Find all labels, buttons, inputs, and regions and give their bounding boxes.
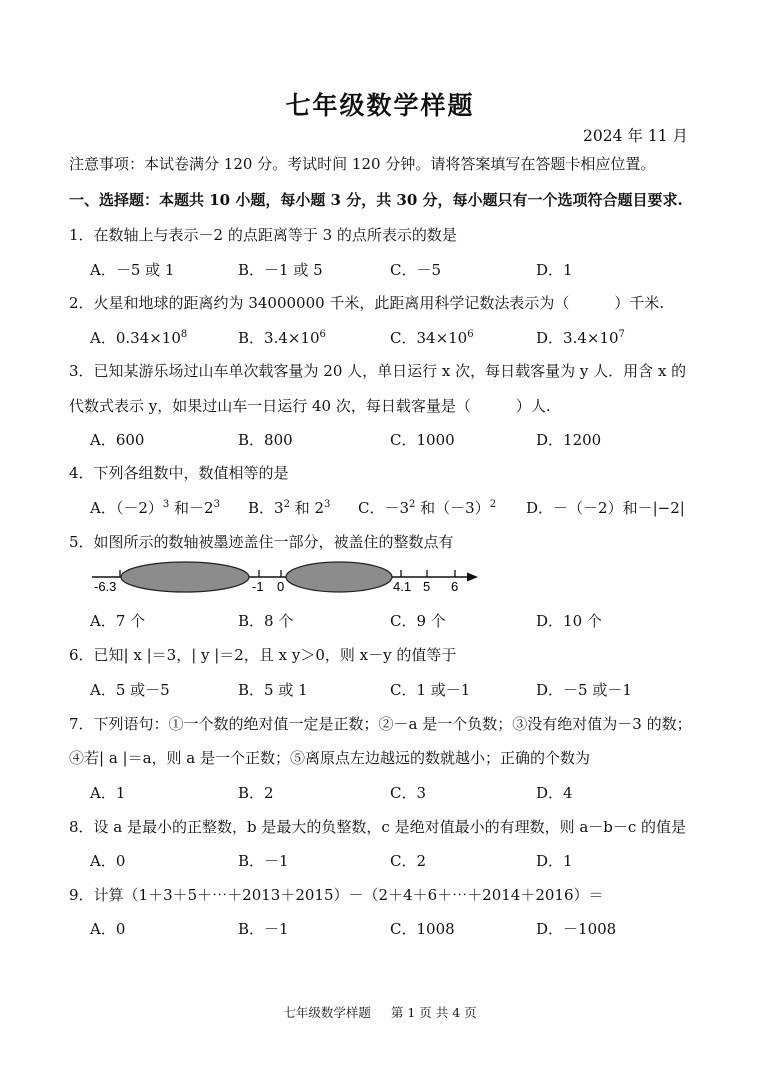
exam-date: 2024 年 11 月 xyxy=(583,127,688,145)
number-line-figure xyxy=(88,557,488,597)
question-5-stem: 5．如图所示的数轴被墨迹盖住一部分，被盖住的整数点有 xyxy=(69,533,454,551)
option-a: A．600 xyxy=(90,431,145,449)
ink-blot-left xyxy=(121,562,249,592)
tick-label: 6 xyxy=(451,579,459,594)
option-d: D．－1008 xyxy=(536,920,617,938)
question-8-stem: 8．设 a 是最小的正整数，b 是最大的负整数，c 是绝对值最小的有理数，则 a－b－c 的值是 xyxy=(69,818,687,836)
option-b: B．$3.4\times 10^6$ xyxy=(238,329,326,347)
tick-label: 4.1 xyxy=(393,579,412,594)
tick-label: 0 xyxy=(277,579,285,594)
tick-label: -6.3 xyxy=(94,579,117,594)
option-c: C．－5 xyxy=(390,261,442,279)
option-b: B．－1 xyxy=(238,920,289,938)
question-7-stem-line2: ④若| a |＝a，则 a 是一个正数；⑤离原点左边越远的数就越小；正确的个数为 xyxy=(69,749,591,767)
option-c: C．2 xyxy=(390,852,427,870)
question-1-stem: 1．在数轴上与表示－2 的点距离等于 3 的点所表示的数是 xyxy=(69,226,457,244)
option-a: A．－5 或 1 xyxy=(90,261,175,279)
option-c: C．1008 xyxy=(390,920,455,938)
option-d: D．10 个 xyxy=(536,612,602,630)
option-d: D．1200 xyxy=(536,431,602,449)
tick-label: 5 xyxy=(423,579,431,594)
option-a: A．$0.34\times 10^8$ xyxy=(90,329,188,347)
option-b: B．2 xyxy=(238,784,274,802)
option-d: D．－5 或－1 xyxy=(536,681,632,699)
notice-text: 注意事项：本试卷满分 120 分。考试时间 120 分钟。请将答案填写在答题卡相应位置。 xyxy=(69,155,656,173)
section-heading: 一、选择题：本题共 10 小题，每小题 3 分，共 30 分，每小题只有一个选项符合题目要求. xyxy=(69,191,683,209)
option-a: A．1 xyxy=(90,784,126,802)
option-b: B．$3^2$ 和 $2^3$ xyxy=(248,499,331,517)
footer-title: 七年级数学样题 xyxy=(283,1005,371,1020)
option-b: B．5 或 1 xyxy=(238,681,308,699)
option-d: D．4 xyxy=(536,784,573,802)
option-d: D．－（－2）和－|−2| xyxy=(526,499,685,517)
question-7-stem-line1: 7．下列语句：①一个数的绝对值一定是正数；②－a 是一个负数；③没有绝对值为－3 的数； xyxy=(69,715,692,733)
question-2-stem: 2．火星和地球的距离约为 34000000 千米，此距离用科学记数法表示为（ ）千米. xyxy=(69,294,665,312)
question-4-stem: 4．下列各组数中，数值相等的是 xyxy=(69,464,289,482)
page-title: 七年级数学样题 xyxy=(285,91,475,120)
option-b: B．8 个 xyxy=(238,612,294,630)
option-a: A．5 或－5 xyxy=(90,681,170,699)
option-c: C．1 或－1 xyxy=(390,681,471,699)
option-c: C．$-3^2$ 和$(-3)^2$ xyxy=(358,499,497,517)
tick-label: -1 xyxy=(252,579,264,594)
option-a: A．7 个 xyxy=(90,612,146,630)
option-c: C．1000 xyxy=(390,431,455,449)
option-d: D．1 xyxy=(536,261,573,279)
option-b: B．－1 xyxy=(238,852,289,870)
question-3-stem-line1: 3．已知某游乐场过山车单次载客量为 20 人，单日运行 x 次，每日载客量为 y 人．用含 x 的 xyxy=(69,362,687,380)
ink-blot-right xyxy=(286,562,392,592)
option-a: A．$(-2)^3$ 和$-2^3$ xyxy=(90,499,220,517)
option-d: D．1 xyxy=(536,852,573,870)
option-c: C．$34\times 10^6$ xyxy=(390,329,474,347)
footer-page-number: 第 1 页 共 4 页 xyxy=(390,1005,477,1020)
question-3-stem-line2: 代数式表示 y，如果过山车一日运行 40 次，每日载客量是（ ）人. xyxy=(69,397,551,415)
question-9-stem: 9．计算（1＋3＋5＋⋯＋2013＋2015）－（2＋4＋6＋⋯＋2014＋2016）＝ xyxy=(69,886,604,904)
option-b: B．－1 或 5 xyxy=(238,261,323,279)
option-b: B．800 xyxy=(238,431,293,449)
option-c: C．9 个 xyxy=(390,612,446,630)
question-6-stem: 6．已知| x |＝3，| y |＝2，且 x y＞0，则 x－y 的值等于 xyxy=(69,646,457,664)
arrow-icon xyxy=(467,573,478,582)
page-footer xyxy=(0,1003,760,1021)
option-c: C．3 xyxy=(390,784,427,802)
option-a: A．0 xyxy=(90,920,126,938)
option-d: D．$3.4\times 10^7$ xyxy=(536,329,625,347)
option-a: A．0 xyxy=(90,852,126,870)
